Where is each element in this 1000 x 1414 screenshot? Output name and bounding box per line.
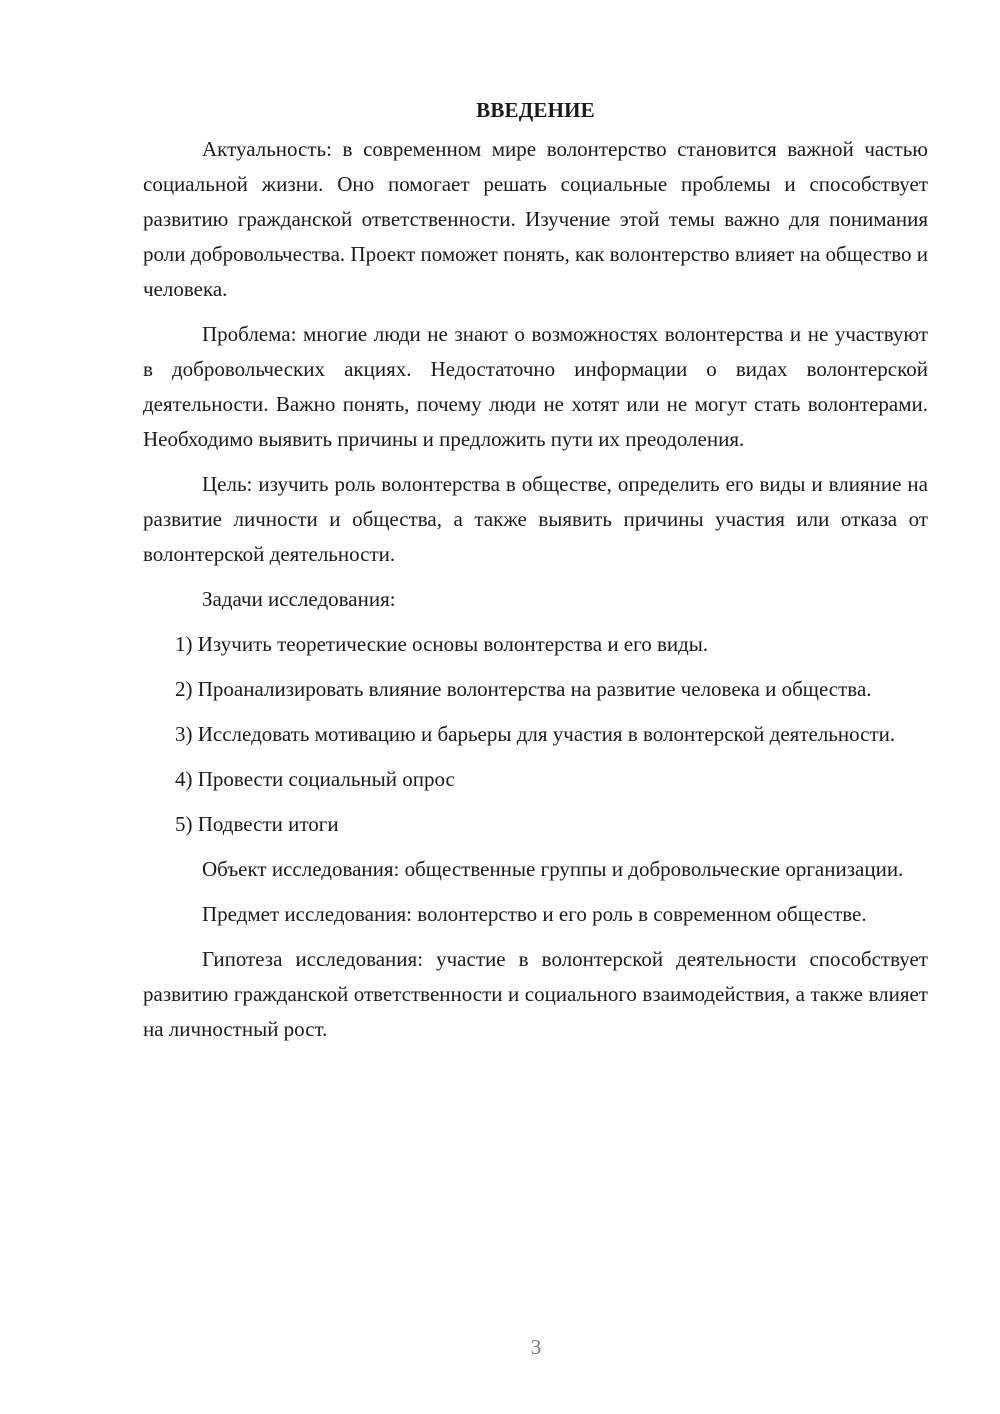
paragraph-subject: Предмет исследования: волонтерство и его роль в современном обществе. [202,902,867,926]
paragraph-relevance: Актуальность: в современном мире волонтерство становится важной частью социальной жизни. Оно помогает решать социальные проблемы и способствует развитию гражданской ответственности. Изучение этой темы важно для понимания роли добровольчества. Проект поможет понять, как волонтерство влияет на общество и человека. [143,137,928,301]
task-item: 2) Проанализировать влияние волонтерства на развитие человека и общества. [175,677,872,701]
paragraph-goal: Цель: изучить роль волонтерства в обществе, определить его виды и влияние на развитие личности и общества, а также выявить причины участия или отказа от волонтерской деятельности. [143,472,928,566]
section-heading: ВВЕДЕНИЕ [476,98,595,122]
task-item: 3) Исследовать мотивацию и барьеры для участия в волонтерской деятельности. [175,722,896,746]
page-number: 3 [530,1335,542,1359]
paragraph-hypothesis: Гипотеза исследования: участие в волонтерской деятельности способствует развитию гражданской ответственности и социального взаимодействия, а также влияет на личностный рост. [143,947,928,1041]
task-item: 1) Изучить теоретические основы волонтерства и его виды. [175,632,709,656]
task-item: 5) Подвести итоги [175,812,339,836]
page-content [143,92,928,1057]
paragraph-object: Объект исследования: общественные группы и добровольческие организации. [202,857,904,881]
task-item: 4) Провести социальный опрос [175,767,455,791]
tasks-title: Задачи исследования: [202,587,396,611]
paragraph-problem: Проблема: многие люди не знают о возможностях волонтерства и не участвуют в добровольческих акциях. Недостаточно информации о видах волонтерской деятельности. Важно понять, почему люди не хотят или не могут стать волонтерами. Необходимо выявить причины и предложить пути их преодоления. [143,322,928,451]
tasks-list [143,627,928,842]
